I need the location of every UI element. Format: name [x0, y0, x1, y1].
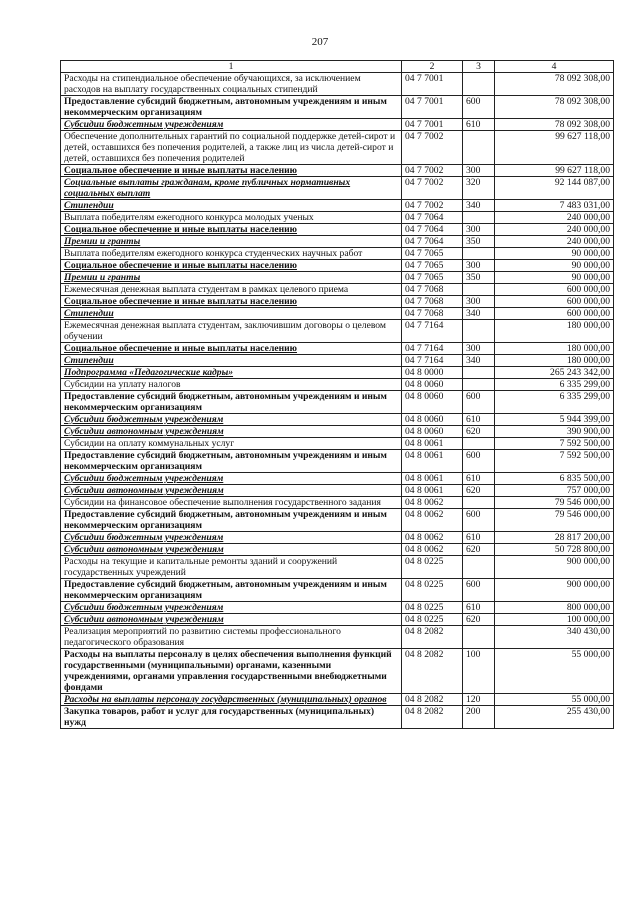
- row-code-cell: 04 8 0061: [402, 450, 463, 473]
- row-code-cell: 04 7 7001: [402, 119, 463, 131]
- row-amount-cell: 50 728 800,00: [495, 544, 614, 556]
- header-col-3: 3: [463, 61, 495, 73]
- table-row: [61, 248, 614, 260]
- table-row: [61, 485, 614, 497]
- row-code-cell: 04 8 2082: [402, 706, 463, 729]
- row-type-cell: [463, 379, 495, 391]
- table-row: [61, 343, 614, 355]
- budget-table: [60, 60, 614, 729]
- row-name-cell: Предоставление субсидий бюджетным, автономным учреждениям и иным некоммерческим организациям: [61, 391, 402, 414]
- table-row: [61, 200, 614, 212]
- table-row: [61, 694, 614, 706]
- table-row: [61, 224, 614, 236]
- row-code-cell: 04 8 2082: [402, 649, 463, 694]
- row-amount-cell: 6 835 500,00: [495, 473, 614, 485]
- row-name-cell: Субсидии на финансовое обеспечение выполнения государственного задания: [61, 497, 402, 509]
- row-code-cell: 04 7 7065: [402, 260, 463, 272]
- row-name-cell: Субсидии бюджетным учреждениям: [61, 473, 402, 485]
- row-amount-cell: 100 000,00: [495, 614, 614, 626]
- row-name-cell: Социальное обеспечение и иные выплаты населению: [61, 296, 402, 308]
- row-code-cell: 04 8 0061: [402, 485, 463, 497]
- row-name-cell: Стипендии: [61, 355, 402, 367]
- row-type-cell: 610: [463, 119, 495, 131]
- table-row: [61, 706, 614, 729]
- row-code-cell: 04 8 0225: [402, 614, 463, 626]
- row-amount-cell: 7 483 031,00: [495, 200, 614, 212]
- row-type-cell: 620: [463, 426, 495, 438]
- row-name-cell: Социальное обеспечение и иные выплаты населению: [61, 260, 402, 272]
- table-row: [61, 391, 614, 414]
- row-amount-cell: 99 627 118,00: [495, 131, 614, 165]
- row-type-cell: 620: [463, 544, 495, 556]
- table-row: [61, 509, 614, 532]
- row-code-cell: 04 7 7065: [402, 272, 463, 284]
- row-code-cell: 04 8 0062: [402, 544, 463, 556]
- table-row: [61, 272, 614, 284]
- row-amount-cell: 255 430,00: [495, 706, 614, 729]
- row-amount-cell: 800 000,00: [495, 602, 614, 614]
- row-type-cell: 340: [463, 200, 495, 212]
- row-amount-cell: 90 000,00: [495, 272, 614, 284]
- row-type-cell: 120: [463, 694, 495, 706]
- table-row: [61, 579, 614, 602]
- table-row: [61, 532, 614, 544]
- row-name-cell: Стипендии: [61, 200, 402, 212]
- row-type-cell: 100: [463, 649, 495, 694]
- budget-table-body: [61, 61, 614, 729]
- row-amount-cell: 55 000,00: [495, 694, 614, 706]
- table-row: [61, 355, 614, 367]
- table-row: [61, 367, 614, 379]
- row-code-cell: 04 7 7001: [402, 73, 463, 96]
- table-row: [61, 320, 614, 343]
- row-name-cell: Субсидии на уплату налогов: [61, 379, 402, 391]
- row-amount-cell: 180 000,00: [495, 355, 614, 367]
- row-type-cell: 620: [463, 485, 495, 497]
- row-name-cell: Субсидии бюджетным учреждениям: [61, 414, 402, 426]
- row-amount-cell: 340 430,00: [495, 626, 614, 649]
- row-amount-cell: 7 592 500,00: [495, 438, 614, 450]
- row-name-cell: Расходы на выплаты персоналу в целях обеспечения выполнения функций государственными (муниципальными) органами, казенными учреждениями, органами управления государственными внебюджетными фондами: [61, 649, 402, 694]
- row-code-cell: 04 8 0225: [402, 579, 463, 602]
- table-row: [61, 96, 614, 119]
- table-row: [61, 556, 614, 579]
- row-name-cell: Социальное обеспечение и иные выплаты населению: [61, 165, 402, 177]
- table-row: [61, 649, 614, 694]
- row-type-cell: 350: [463, 236, 495, 248]
- row-code-cell: 04 7 7068: [402, 296, 463, 308]
- row-name-cell: Предоставление субсидий бюджетным, автономным учреждениям и иным некоммерческим организациям: [61, 450, 402, 473]
- table-row: [61, 473, 614, 485]
- row-type-cell: 610: [463, 414, 495, 426]
- row-amount-cell: 79 546 000,00: [495, 509, 614, 532]
- row-code-cell: 04 8 0225: [402, 602, 463, 614]
- row-code-cell: 04 8 2082: [402, 694, 463, 706]
- row-amount-cell: 55 000,00: [495, 649, 614, 694]
- row-amount-cell: 5 944 399,00: [495, 414, 614, 426]
- row-amount-cell: 79 546 000,00: [495, 497, 614, 509]
- row-name-cell: Расходы на выплаты персоналу государственных (муниципальных) органов: [61, 694, 402, 706]
- row-name-cell: Субсидии бюджетным учреждениям: [61, 119, 402, 131]
- row-amount-cell: 900 000,00: [495, 579, 614, 602]
- row-type-cell: [463, 131, 495, 165]
- row-amount-cell: 600 000,00: [495, 284, 614, 296]
- row-type-cell: 300: [463, 296, 495, 308]
- row-code-cell: 04 7 7002: [402, 200, 463, 212]
- row-amount-cell: 78 092 308,00: [495, 96, 614, 119]
- row-amount-cell: 99 627 118,00: [495, 165, 614, 177]
- row-type-cell: 600: [463, 509, 495, 532]
- row-name-cell: Субсидии автономным учреждениям: [61, 614, 402, 626]
- table-row: [61, 626, 614, 649]
- table-row: [61, 308, 614, 320]
- table-row: [61, 296, 614, 308]
- table-row: [61, 544, 614, 556]
- row-type-cell: 300: [463, 260, 495, 272]
- row-name-cell: Субсидии автономным учреждениям: [61, 544, 402, 556]
- row-name-cell: Социальное обеспечение и иные выплаты населению: [61, 224, 402, 236]
- row-amount-cell: 600 000,00: [495, 296, 614, 308]
- table-row: [61, 602, 614, 614]
- row-amount-cell: 92 144 087,00: [495, 177, 614, 200]
- row-name-cell: Премии и гранты: [61, 236, 402, 248]
- row-type-cell: 340: [463, 355, 495, 367]
- row-type-cell: 320: [463, 177, 495, 200]
- row-name-cell: Предоставление субсидий бюджетным, автономным учреждениям и иным некоммерческим организациям: [61, 579, 402, 602]
- row-type-cell: [463, 367, 495, 379]
- row-amount-cell: 390 900,00: [495, 426, 614, 438]
- row-name-cell: Стипендии: [61, 308, 402, 320]
- row-code-cell: 04 7 7002: [402, 165, 463, 177]
- table-header-row: [61, 61, 614, 73]
- row-code-cell: 04 8 0060: [402, 426, 463, 438]
- row-type-cell: 300: [463, 224, 495, 236]
- row-code-cell: 04 7 7068: [402, 284, 463, 296]
- table-row: [61, 284, 614, 296]
- row-code-cell: 04 8 0061: [402, 438, 463, 450]
- row-code-cell: 04 7 7064: [402, 236, 463, 248]
- row-name-cell: Субсидии бюджетным учреждениям: [61, 532, 402, 544]
- row-type-cell: 600: [463, 450, 495, 473]
- row-amount-cell: 7 592 500,00: [495, 450, 614, 473]
- row-code-cell: 04 8 0062: [402, 497, 463, 509]
- row-type-cell: 600: [463, 96, 495, 119]
- table-row: [61, 236, 614, 248]
- row-amount-cell: 240 000,00: [495, 236, 614, 248]
- table-row: [61, 438, 614, 450]
- row-code-cell: 04 7 7001: [402, 96, 463, 119]
- row-name-cell: Субсидии бюджетным учреждениям: [61, 602, 402, 614]
- row-type-cell: 610: [463, 602, 495, 614]
- row-type-cell: 600: [463, 391, 495, 414]
- row-name-cell: Расходы на стипендиальное обеспечение обучающихся, за исключением расходов на выплату государственных социальных стипендий: [61, 73, 402, 96]
- header-col-4: 4: [495, 61, 614, 73]
- row-name-cell: Субсидии на оплату коммунальных услуг: [61, 438, 402, 450]
- table-row: [61, 165, 614, 177]
- row-name-cell: Обеспечение дополнительных гарантий по социальной поддержке детей-сирот и детей, оставшихся без попечения родителей, а также лиц из числа детей-сирот и детей, оставшихся без попечения родителей: [61, 131, 402, 165]
- row-type-cell: [463, 626, 495, 649]
- row-amount-cell: 900 000,00: [495, 556, 614, 579]
- row-code-cell: 04 8 0225: [402, 556, 463, 579]
- row-code-cell: 04 7 7064: [402, 212, 463, 224]
- table-row: [61, 614, 614, 626]
- row-amount-cell: 240 000,00: [495, 224, 614, 236]
- row-type-cell: 350: [463, 272, 495, 284]
- row-amount-cell: 6 335 299,00: [495, 391, 614, 414]
- row-code-cell: 04 7 7065: [402, 248, 463, 260]
- row-amount-cell: 6 335 299,00: [495, 379, 614, 391]
- row-type-cell: [463, 284, 495, 296]
- row-type-cell: 600: [463, 579, 495, 602]
- table-row: [61, 260, 614, 272]
- row-code-cell: 04 7 7068: [402, 308, 463, 320]
- row-name-cell: Реализация мероприятий по развитию системы профессионального педагогического образования: [61, 626, 402, 649]
- table-row: [61, 73, 614, 96]
- table-row: [61, 119, 614, 131]
- row-type-cell: [463, 497, 495, 509]
- row-type-cell: 610: [463, 473, 495, 485]
- row-amount-cell: 180 000,00: [495, 320, 614, 343]
- row-name-cell: Предоставление субсидий бюджетным, автономным учреждениям и иным некоммерческим организациям: [61, 509, 402, 532]
- row-amount-cell: 90 000,00: [495, 248, 614, 260]
- row-type-cell: 620: [463, 614, 495, 626]
- row-name-cell: Расходы на текущие и капитальные ремонты зданий и сооружений государственных учреждений: [61, 556, 402, 579]
- row-type-cell: 610: [463, 532, 495, 544]
- row-name-cell: Социальное обеспечение и иные выплаты населению: [61, 343, 402, 355]
- table-row: [61, 426, 614, 438]
- row-type-cell: [463, 73, 495, 96]
- table-row: [61, 131, 614, 165]
- row-type-cell: [463, 438, 495, 450]
- row-amount-cell: 78 092 308,00: [495, 119, 614, 131]
- row-type-cell: 200: [463, 706, 495, 729]
- row-amount-cell: 78 092 308,00: [495, 73, 614, 96]
- row-type-cell: [463, 212, 495, 224]
- row-name-cell: Выплата победителям ежегодного конкурса студенческих научных работ: [61, 248, 402, 260]
- row-code-cell: 04 7 7002: [402, 131, 463, 165]
- row-amount-cell: 600 000,00: [495, 308, 614, 320]
- row-amount-cell: 28 817 200,00: [495, 532, 614, 544]
- page-number: 207: [311, 36, 329, 48]
- table-row: [61, 379, 614, 391]
- row-name-cell: Субсидии автономным учреждениям: [61, 485, 402, 497]
- row-amount-cell: 757 000,00: [495, 485, 614, 497]
- table-row: [61, 212, 614, 224]
- row-code-cell: 04 8 0060: [402, 379, 463, 391]
- header-col-1: 1: [61, 61, 402, 73]
- table-row: [61, 414, 614, 426]
- row-amount-cell: 180 000,00: [495, 343, 614, 355]
- row-name-cell: Предоставление субсидий бюджетным, автономным учреждениям и иным некоммерческим организациям: [61, 96, 402, 119]
- row-code-cell: 04 7 7164: [402, 343, 463, 355]
- row-type-cell: [463, 556, 495, 579]
- row-name-cell: Социальные выплаты гражданам, кроме публичных нормативных социальных выплат: [61, 177, 402, 200]
- row-name-cell: Ежемесячная денежная выплата студентам, заключившим договоры о целевом обучении: [61, 320, 402, 343]
- row-code-cell: 04 8 2082: [402, 626, 463, 649]
- row-code-cell: 04 8 0000: [402, 367, 463, 379]
- row-code-cell: 04 7 7002: [402, 177, 463, 200]
- row-name-cell: Подпрограмма «Педагогические кадры»: [61, 367, 402, 379]
- table-row: [61, 450, 614, 473]
- row-type-cell: [463, 320, 495, 343]
- row-code-cell: 04 8 0062: [402, 509, 463, 532]
- row-code-cell: 04 7 7164: [402, 320, 463, 343]
- row-amount-cell: 90 000,00: [495, 260, 614, 272]
- row-type-cell: 300: [463, 165, 495, 177]
- row-name-cell: Субсидии автономным учреждениям: [61, 426, 402, 438]
- row-code-cell: 04 7 7164: [402, 355, 463, 367]
- row-type-cell: 340: [463, 308, 495, 320]
- row-type-cell: 300: [463, 343, 495, 355]
- row-type-cell: [463, 248, 495, 260]
- table-row: [61, 497, 614, 509]
- header-col-2: 2: [402, 61, 463, 73]
- row-code-cell: 04 8 0060: [402, 414, 463, 426]
- row-code-cell: 04 8 0061: [402, 473, 463, 485]
- row-name-cell: Ежемесячная денежная выплата студентам в рамках целевого приема: [61, 284, 402, 296]
- row-name-cell: Закупка товаров, работ и услуг для государственных (муниципальных) нужд: [61, 706, 402, 729]
- row-code-cell: 04 8 0060: [402, 391, 463, 414]
- row-code-cell: 04 7 7064: [402, 224, 463, 236]
- row-amount-cell: 240 000,00: [495, 212, 614, 224]
- row-name-cell: Премии и гранты: [61, 272, 402, 284]
- table-row: [61, 177, 614, 200]
- row-code-cell: 04 8 0062: [402, 532, 463, 544]
- row-amount-cell: 265 243 342,00: [495, 367, 614, 379]
- row-name-cell: Выплата победителям ежегодного конкурса молодых ученых: [61, 212, 402, 224]
